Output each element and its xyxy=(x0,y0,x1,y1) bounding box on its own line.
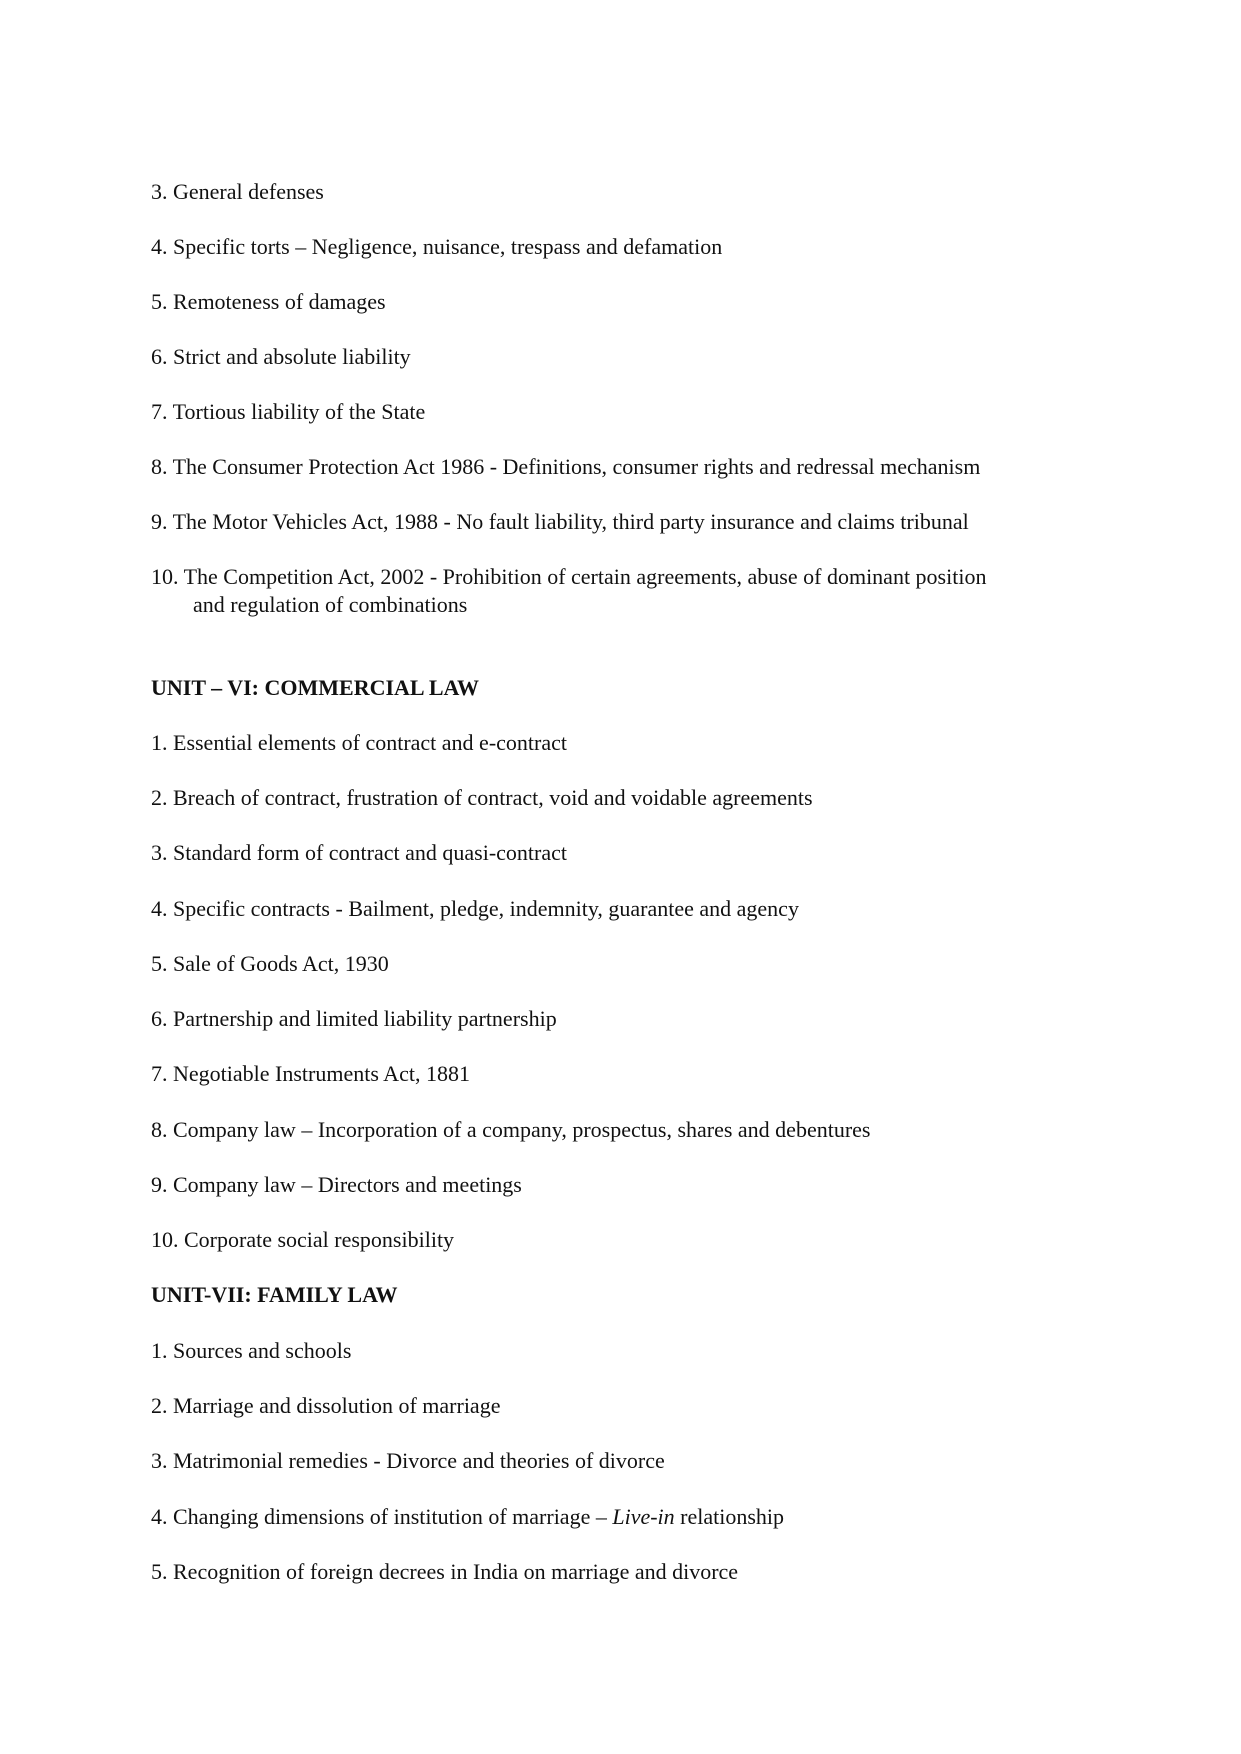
list-item: 7. Negotiable Instruments Act, 1881 xyxy=(151,1061,470,1086)
italic-term: Live-in xyxy=(612,1504,675,1529)
list-item-text: 4. Changing dimensions of institution of marriage – xyxy=(151,1504,613,1529)
list-item: 7. Tortious liability of the State xyxy=(151,399,426,424)
list-item: 8. The Consumer Protection Act 1986 - Definitions, consumer rights and redressal mechanism xyxy=(151,454,981,479)
list-item: 9. The Motor Vehicles Act, 1988 - No fault liability, third party insurance and claims tribunal xyxy=(151,509,969,534)
section-heading-unit-6: UNIT – VI: COMMERCIAL LAW xyxy=(151,675,480,700)
list-item: 3. Matrimonial remedies - Divorce and theories of divorce xyxy=(151,1448,665,1473)
list-item: 3. General defenses xyxy=(151,179,324,204)
list-item: 10. The Competition Act, 2002 - Prohibition of certain agreements, abuse of dominant position xyxy=(151,564,987,589)
list-item: 1. Essential elements of contract and e-contract xyxy=(151,730,567,755)
list-item: 9. Company law – Directors and meetings xyxy=(151,1172,522,1197)
list-item: 3. Standard form of contract and quasi-contract xyxy=(151,840,568,865)
list-item: 6. Strict and absolute liability xyxy=(151,344,411,369)
list-item: 4. Specific contracts - Bailment, pledge, indemnity, guarantee and agency xyxy=(151,896,799,921)
list-item: 2. Breach of contract, frustration of contract, void and voidable agreements xyxy=(151,785,813,810)
list-item: 4. Specific torts – Negligence, nuisance, trespass and defamation xyxy=(151,234,723,259)
list-item-text: relationship xyxy=(674,1504,785,1529)
section-heading-unit-7: UNIT-VII: FAMILY LAW xyxy=(151,1282,398,1307)
list-item-continuation: and regulation of combinations xyxy=(193,592,468,617)
list-item: 2. Marriage and dissolution of marriage xyxy=(151,1393,501,1418)
list-item: 1. Sources and schools xyxy=(151,1338,352,1363)
list-item: 6. Partnership and limited liability partnership xyxy=(151,1006,557,1031)
list-item: 5. Sale of Goods Act, 1930 xyxy=(151,951,389,976)
list-item xyxy=(151,1503,784,1531)
list-item: 10. Corporate social responsibility xyxy=(151,1227,455,1252)
list-item: 5. Recognition of foreign decrees in India on marriage and divorce xyxy=(151,1559,739,1584)
list-item: 5. Remoteness of damages xyxy=(151,289,386,314)
list-item: 8. Company law – Incorporation of a company, prospectus, shares and debentures xyxy=(151,1117,871,1142)
